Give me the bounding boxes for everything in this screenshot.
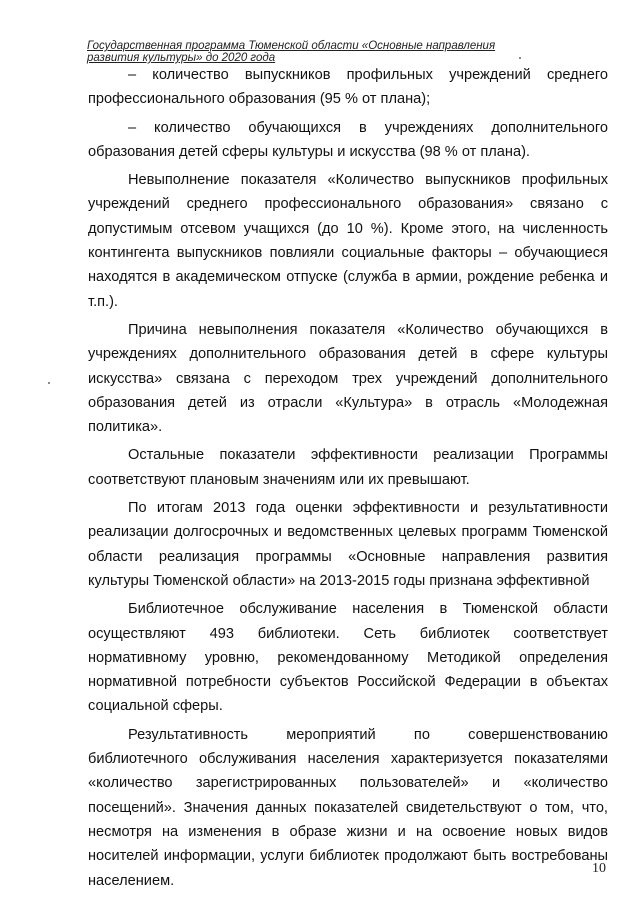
paragraph-library-performance: Результативность мероприятий по совершенствованию библиотечного обслуживания населения характеризуется показателями «количество зарегистрированных пользователей» и «количество посещений». Значения данных показателей свидетельствуют о том, что, несмотря на изменения в образе жизни и на освоение новых видов носителей информации, услуги библиотек продолжают быть востребованы населением. [88, 726, 608, 889]
paragraph-students-item: – количество обучающихся в учреждениях дополнительного образования детей сферы культуры и искусства (98 % от плана). [88, 119, 608, 160]
paragraph-other-indicators: Остальные показатели эффективности реализации Программы соответствуют плановым значениям или их превышают. [88, 447, 608, 488]
document-header [87, 40, 496, 64]
page-number: 10 [592, 861, 606, 876]
scan-speck [48, 382, 50, 384]
header-line-2: развития культуры» до 2020 года [87, 52, 276, 64]
header-line-1: Государственная программа Тюменской области «Основные направления [87, 40, 496, 52]
scan-speck [519, 57, 521, 59]
paragraph-evaluation-results: По итогам 2013 года оценки эффективности и результативности реализации долгосрочных и ведомственных целевых программ Тюменской области реализация программы «Основные направления развития культуры Тюменской области» на 2013-2015 годы признана эффективной [88, 500, 608, 589]
document-body [88, 63, 608, 897]
paragraph-graduates-explanation: Невыполнение показателя «Количество выпускников профильных учреждений среднего профессионального образования» связано с допустимым отсевом учащихся (до 10 %). Кроме этого, на численность контингента выпускников повлияли социальные факторы – обучающиеся находятся в академическом отпуске (служба в армии, рождение ребенка и т.п.). [88, 172, 608, 310]
paragraph-libraries: Библиотечное обслуживание населения в Тюменской области осуществляют 493 библиотеки. Сеть библиотек соответствует нормативному уровню, рекомендованному Методикой определения нормативной потребности субъектов Российской Федерации в объектах социальной сферы. [88, 601, 608, 715]
paragraph-graduates-item: – количество выпускников профильных учреждений среднего профессионального образования (95 % от плана); [88, 67, 608, 108]
paragraph-students-explanation: Причина невыполнения показателя «Количество обучающихся в учреждениях дополнительного образования детей в сфере культуры искусства» связана с переходом трех учреждений дополнительного образования детей из отрасли «Культура» в отрасль «Молодежная политика». [88, 321, 608, 436]
